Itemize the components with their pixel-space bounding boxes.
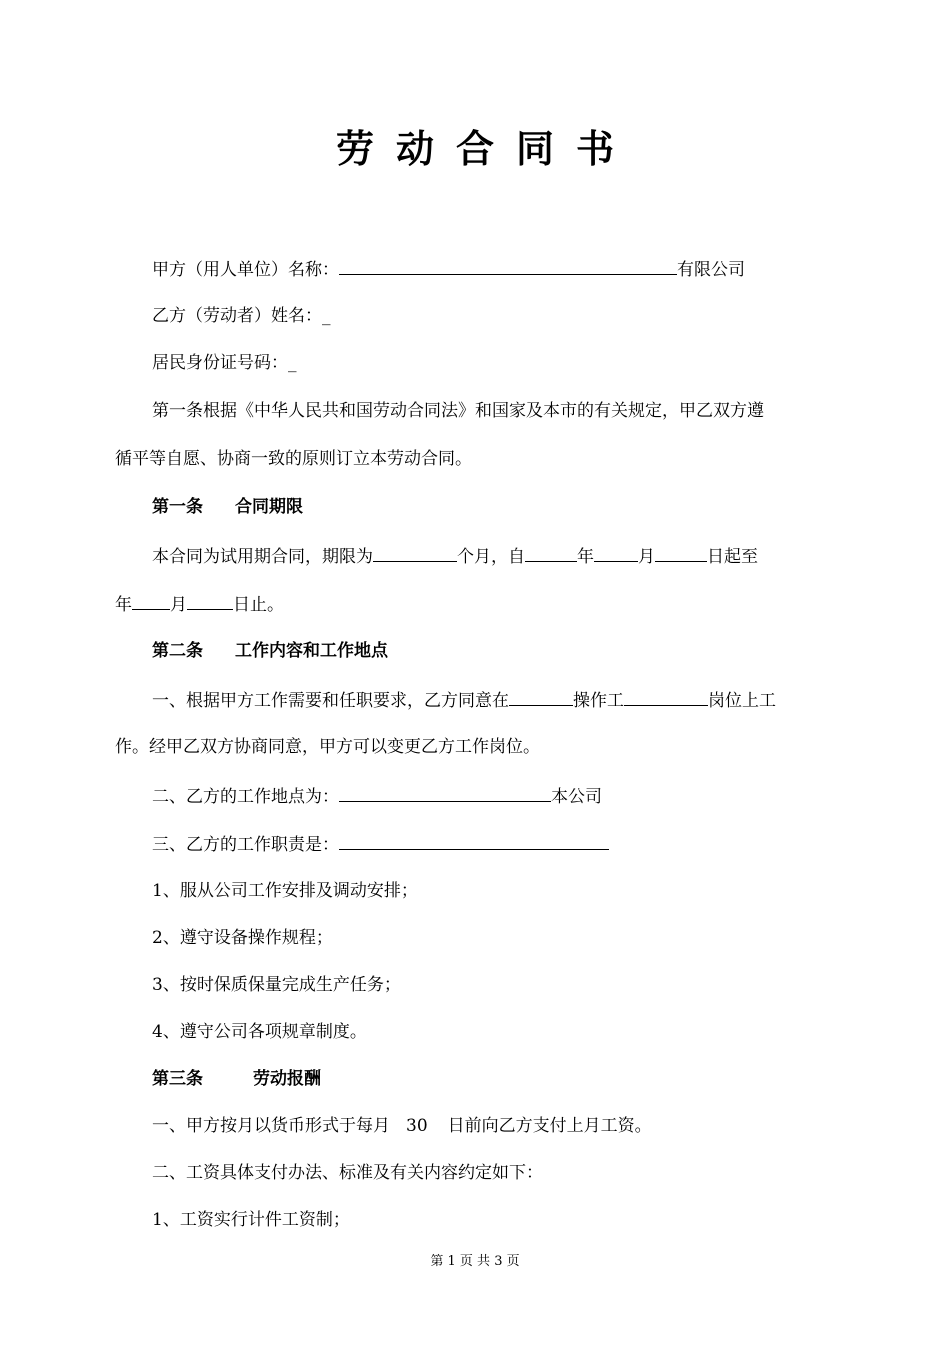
page-footer: 第 1 页 共 3 页: [430, 1254, 520, 1269]
end-day-label: 日止。: [233, 595, 284, 615]
id-line: [152, 351, 297, 375]
work-location-label: 二、乙方的工作地点为：: [152, 787, 339, 807]
article-3-line-2: 二、工资具体支付办法、标准及有关内容约定如下：: [152, 1163, 543, 1183]
position-suffix: 岗位上工: [708, 691, 776, 711]
start-day-field[interactable]: [655, 543, 707, 562]
article-2-heading: [152, 639, 388, 663]
duties-line: [152, 831, 609, 857]
party-a-name-field[interactable]: [339, 256, 677, 275]
id-label: 居民身份证号码：: [152, 353, 288, 373]
pay-day-value: 30: [406, 1116, 428, 1136]
start-month-field[interactable]: [594, 543, 638, 562]
article-1-line-1: [152, 543, 758, 569]
duties-field[interactable]: [339, 831, 609, 850]
pay-day-text: 一、甲方按月以货币形式于每月: [152, 1116, 390, 1136]
term-months-field[interactable]: [373, 543, 457, 562]
term-months-label: 个月，自: [457, 547, 525, 567]
duty-item-4: 4、遵守公司各项规章制度。: [152, 1022, 367, 1042]
duty-item-1: 1、服从公司工作安排及调动安排；: [152, 881, 418, 901]
article-2-number: 第二条: [152, 641, 203, 661]
start-month-label: 月: [638, 547, 655, 567]
party-a-label: 甲方（用人单位）名称：: [152, 260, 339, 280]
article-2-title: 工作内容和工作地点: [235, 641, 388, 661]
id-number-field[interactable]: _: [288, 353, 297, 373]
work-location-value: 本公司: [551, 787, 602, 807]
article-3-line-3: 1、工资实行计件工资制；: [152, 1210, 350, 1230]
party-b-name-field[interactable]: _: [322, 306, 331, 326]
article-3-number: 第三条: [152, 1069, 203, 1089]
article-1-line-2: [115, 591, 284, 617]
document-title: 劳动合同书: [335, 126, 636, 171]
start-day-label: 日起至: [707, 547, 758, 567]
term-text: 本合同为试用期合同，期限为: [152, 547, 373, 567]
party-b-line: [152, 304, 331, 328]
article-3-heading: [152, 1067, 321, 1091]
end-month-label: 月: [170, 595, 187, 615]
work-location-field[interactable]: [339, 783, 551, 802]
position-value: 操作工: [573, 691, 624, 711]
duties-label: 三、乙方的工作职责是：: [152, 835, 339, 855]
intro-line-1: 第一条根据《中华人民共和国劳动合同法》和国家及本市的有关规定，甲乙双方遵: [152, 401, 764, 421]
party-a-suffix: 有限公司: [677, 260, 745, 280]
position-field-1[interactable]: [509, 687, 573, 706]
work-location-line: [152, 783, 602, 809]
article-1-heading: [152, 495, 303, 519]
position-text: 一、根据甲方工作需要和任职要求，乙方同意在: [152, 691, 509, 711]
duty-item-2: 2、遵守设备操作规程；: [152, 928, 333, 948]
end-day-field[interactable]: [187, 591, 233, 610]
start-year-field[interactable]: [525, 543, 577, 562]
article-1-title: 合同期限: [235, 497, 303, 517]
position-field-2[interactable]: [624, 687, 708, 706]
pay-day-suffix: 日前向乙方支付上月工资。: [447, 1116, 652, 1136]
article-1-number: 第一条: [152, 497, 203, 517]
article-2-line-1: [152, 687, 776, 713]
article-2-line-2: 作。经甲乙双方协商同意，甲方可以变更乙方工作岗位。: [115, 737, 540, 757]
article-3-line-1: [152, 1114, 652, 1138]
start-year-label: 年: [577, 547, 594, 567]
intro-line-2: 循平等自愿、协商一致的原则订立本劳动合同。: [115, 449, 472, 469]
party-a-line: [152, 256, 745, 282]
article-3-title: 劳动报酬: [253, 1069, 321, 1089]
end-month-field[interactable]: [132, 591, 170, 610]
duty-item-3: 3、按时保质保量完成生产任务；: [152, 975, 401, 995]
party-b-label: 乙方（劳动者）姓名：: [152, 306, 322, 326]
end-year-label: 年: [115, 595, 132, 615]
